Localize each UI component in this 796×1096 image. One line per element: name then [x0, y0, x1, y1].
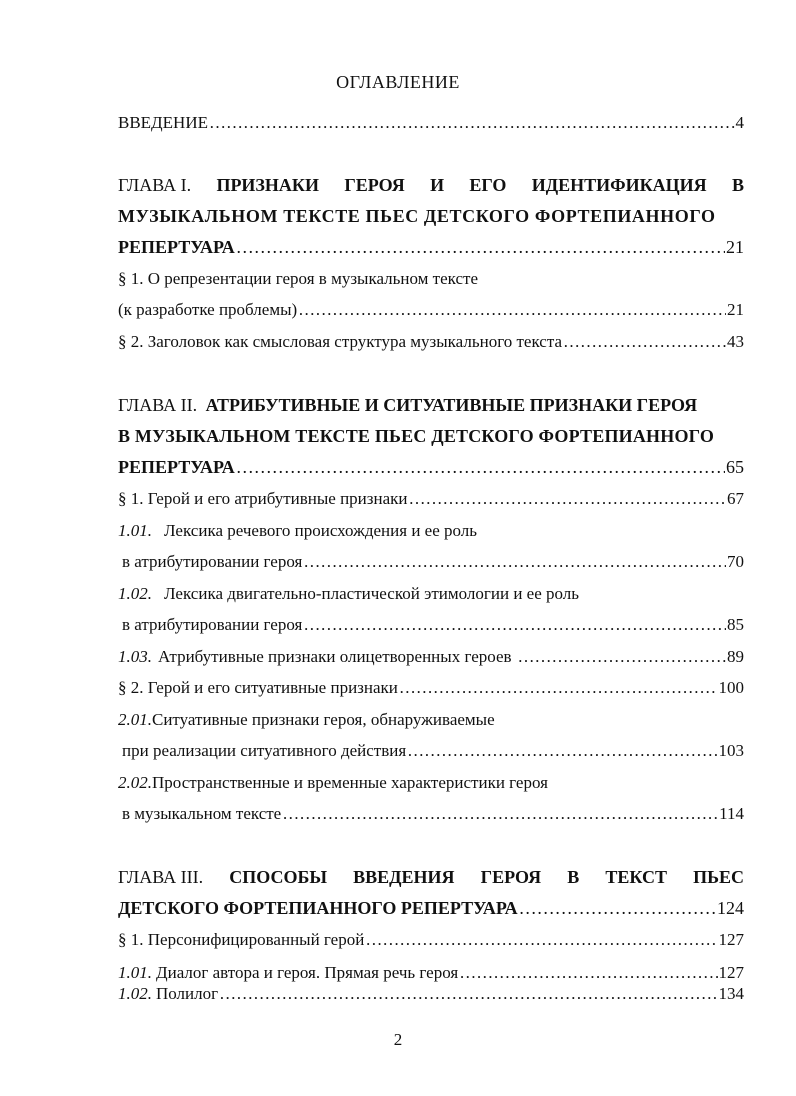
- toc-entry-ch2-s1[interactable]: [118, 488, 744, 510]
- chapter-1-heading-line1[interactable]: [118, 174, 744, 196]
- toc-entry-ch1-s1-line2[interactable]: [118, 299, 744, 321]
- toc-page-number: 21: [727, 300, 744, 319]
- dot-leader: [399, 677, 718, 699]
- toc-entry-label: Диалог автора и героя. Прямая речь героя: [156, 963, 459, 982]
- chapter-1-word: И: [430, 175, 445, 195]
- chapter-1-heading-line3[interactable]: [118, 236, 744, 258]
- chapter-3-heading-line2[interactable]: [118, 897, 744, 919]
- toc-entry-ch3-s1[interactable]: [118, 929, 744, 951]
- toc-entry-ch2-s2[interactable]: [118, 677, 744, 699]
- chapter-1-heading-line2: МУЗЫКАЛЬНОМ ТЕКСТЕ ПЬЕС ДЕТСКОГО ФОРТЕПИАННОГО: [118, 206, 716, 226]
- toc-page-number: 70: [727, 552, 744, 571]
- dot-leader: [282, 803, 718, 825]
- toc-entry-label: Пространственные и временные характеристики героя: [152, 773, 548, 792]
- chapter-1-word: В: [731, 175, 744, 195]
- chapter-3-word: ПЬЕС: [693, 867, 744, 887]
- toc-entry-ch2-201-line1[interactable]: [118, 709, 744, 731]
- toc-entry-label: ВВЕДЕНИЕ: [118, 113, 208, 132]
- toc-entry-ch2-201-line2[interactable]: [122, 740, 744, 762]
- toc-page-number: 134: [718, 984, 744, 1003]
- chapter-3-heading-line1[interactable]: [118, 866, 744, 888]
- chapter-2-heading-line3[interactable]: [118, 456, 744, 478]
- dot-leader: [365, 929, 717, 951]
- chapter-1-word: ПРИЗНАКИ: [216, 175, 319, 195]
- toc-page-number: 67: [727, 489, 744, 508]
- toc-entry-ch2-102-line1[interactable]: [118, 583, 744, 605]
- chapter-3-title-end: ДЕТСКОГО ФОРТЕПИАННОГО РЕПЕРТУАРА: [118, 898, 518, 918]
- chapter-2-heading-line2: В МУЗЫКАЛЬНОМ ТЕКСТЕ ПЬЕС ДЕТСКОГО ФОРТЕПИАННОГО: [118, 426, 715, 446]
- dot-leader: [236, 456, 725, 478]
- toc-entry-ch1-s1-line1[interactable]: [118, 268, 744, 290]
- toc-entry-label: (к разработке проблемы): [118, 300, 298, 319]
- toc-entry-label: Атрибутивные признаки олицетворенных героев: [158, 647, 512, 666]
- toc-page-number: 103: [718, 741, 744, 760]
- dot-leader: [209, 112, 735, 134]
- toc-page-number: 89: [727, 647, 744, 666]
- dot-leader: [519, 897, 716, 919]
- dot-leader: [409, 488, 727, 510]
- toc-entry-number: 1.01.: [118, 521, 152, 540]
- chapter-1-word: ЕГО: [469, 175, 507, 195]
- toc-page-number: 65: [726, 457, 744, 477]
- toc-page-number: 100: [718, 678, 744, 697]
- dot-leader: [518, 646, 726, 668]
- chapter-1-word: ИДЕНТИФИКАЦИЯ: [531, 175, 707, 195]
- page-number: 2: [393, 1030, 403, 1049]
- toc-entry-number: 1.02.: [118, 984, 152, 1003]
- chapter-3-prefix: ГЛАВА III.: [118, 867, 204, 887]
- toc-entry-label: при реализации ситуативного действия: [122, 741, 407, 760]
- toc-entry-number: 2.02.: [118, 773, 152, 792]
- toc-entry-label: § 1. Герой и его атрибутивные признаки: [118, 489, 408, 508]
- toc-page-number: 127: [718, 963, 744, 982]
- dot-leader: [303, 551, 726, 573]
- toc-entry-ch2-103[interactable]: [118, 646, 744, 668]
- chapter-3-word: ГЕРОЯ: [480, 867, 542, 887]
- dot-leader: [563, 331, 726, 353]
- toc-entry-number: 2.01.: [118, 710, 152, 729]
- toc-page-number: 43: [727, 332, 744, 351]
- toc-entry-ch2-102-line2[interactable]: [122, 614, 744, 636]
- chapter-2-title-start: АТРИБУТИВНЫЕ И СИТУАТИВНЫЕ ПРИЗНАКИ ГЕРОЯ: [205, 395, 698, 415]
- dot-leader: [298, 299, 726, 321]
- toc-entry-label: § 1. Персонифицированный герой: [118, 930, 365, 949]
- dot-leader: [459, 962, 717, 984]
- toc-entry-ch2-202-line1[interactable]: [118, 772, 744, 794]
- toc-entry-number: 1.01.: [118, 963, 152, 982]
- chapter-3-word: В: [567, 867, 580, 887]
- toc-entry-ch2-101-line1[interactable]: [118, 520, 744, 542]
- dot-leader: [219, 983, 717, 1005]
- chapter-2-title-end: РЕПЕРТУАРА: [118, 457, 235, 477]
- toc-page-number: 21: [726, 237, 744, 257]
- toc-entry-label: в атрибутировании героя: [122, 552, 303, 571]
- toc-page-number: 4: [735, 113, 744, 132]
- toc-entry-label: Лексика двигательно-пластической этимологии и ее роль: [164, 584, 580, 603]
- chapter-2-prefix: ГЛАВА II.: [118, 395, 198, 415]
- toc-entry-number: 1.03.: [118, 647, 152, 666]
- dot-leader: [303, 614, 726, 636]
- toc-entry-intro[interactable]: [118, 112, 744, 134]
- chapter-3-word: ТЕКСТ: [605, 867, 667, 887]
- toc-entry-ch2-202-line2[interactable]: [122, 803, 744, 825]
- toc-entry-label: § 2. Герой и его ситуативные признаки: [118, 678, 398, 697]
- chapter-1-title-end: РЕПЕРТУАРА: [118, 237, 235, 257]
- toc-entry-label: Лексика речевого происхождения и ее роль: [164, 521, 478, 540]
- toc-page-number: 124: [717, 898, 744, 918]
- chapter-3-word: СПОСОБЫ: [229, 867, 328, 887]
- toc-entry-label: в атрибутировании героя: [122, 615, 303, 634]
- toc-entry-ch1-s2[interactable]: [118, 331, 744, 353]
- chapter-3-word: ВВЕДЕНИЯ: [353, 867, 455, 887]
- toc-page-number: 114: [719, 804, 744, 823]
- toc-entry-label: § 2. Заголовок как смысловая структура музыкального текста: [118, 332, 563, 351]
- toc-entry-label: в музыкальном тексте: [122, 804, 282, 823]
- toc-entry-label: Полилог: [156, 984, 219, 1003]
- page-title: ОГЛАВЛЕНИЕ: [336, 72, 460, 92]
- toc-entry-label: § 1. О репрезентации героя в музыкальном тексте: [118, 269, 479, 288]
- chapter-2-heading-line1[interactable]: [118, 394, 744, 416]
- toc-entry-ch3-101[interactable]: [118, 962, 744, 984]
- dot-leader: [407, 740, 717, 762]
- toc-page-number: 85: [727, 615, 744, 634]
- toc-entry-label: Ситуативные признаки героя, обнаруживаемые: [152, 710, 495, 729]
- toc-page-number: 127: [718, 930, 744, 949]
- toc-entry-number: 1.02.: [118, 584, 152, 603]
- toc-entry-ch2-101-line2[interactable]: [122, 551, 744, 573]
- chapter-1-prefix: ГЛАВА I.: [118, 175, 192, 195]
- dot-leader: [236, 236, 725, 258]
- toc-entry-ch3-102[interactable]: [118, 983, 744, 1005]
- chapter-1-word: ГЕРОЯ: [344, 175, 405, 195]
